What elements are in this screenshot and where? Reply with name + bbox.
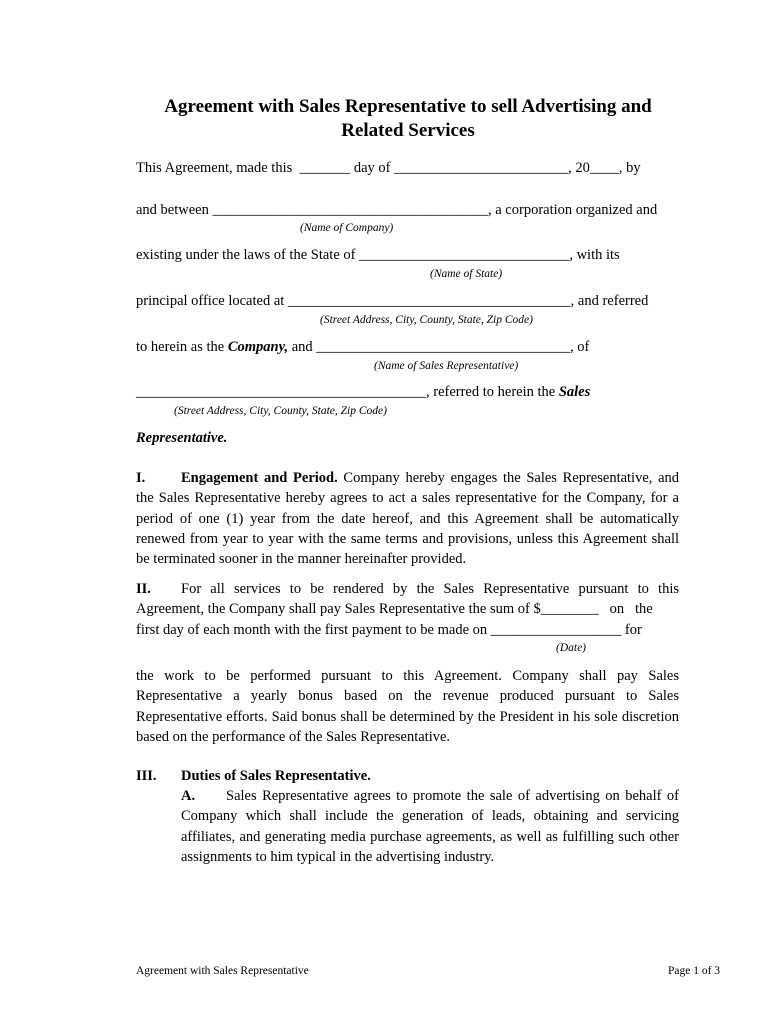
section-2-line-2: Agreement, the Company shall pay Sales Representative the sum of $________ on the [136, 601, 653, 617]
section-2-line-1-text: For all services to be rendered by the Sales Representative pursuant to this [181, 581, 679, 597]
section-3-number: III. [136, 768, 157, 784]
intro-line-6 [136, 383, 590, 401]
section-2-text: the work to be performed pursuant to this Agreement. Company shall pay Sales Representative a yearly bonus based on the revenue produced pursuant to Sales Representative efforts. Said bonus shall be determined by the President in his sole discretion based on the performance of the Sales Representative. [136, 668, 679, 745]
subsection-a-text: Sales Representative agrees to promote the sale of advertising on behalf of Company which shall include the generation of leads, obtaining and servicing affiliates, and generating media purchase agreements, as well as fulfilling such other assignments to him typical in the advertising industry. [181, 788, 679, 865]
section-3-heading: Duties of Sales Representative. [181, 768, 371, 784]
intro-line-1: This Agreement, made this _______ day of ________________________, 20____, by [136, 160, 641, 176]
sales-term: Sales [558, 384, 591, 400]
intro-line-3: existing under the laws of the State of _____________________________, with its [136, 247, 620, 263]
section-3-header [136, 767, 371, 785]
intro-line-5-post: and ___________________________________, of [288, 339, 590, 355]
title-line-1: Agreement with Sales Representative to sell Advertising and [164, 96, 652, 117]
section-2-number: II. [136, 581, 151, 597]
footer-page-number: Page 1 of 3 [668, 965, 721, 977]
intro-line-4: principal office located at _______________________________________, and referred [136, 293, 649, 309]
footer-title: Agreement with Sales Representative [136, 965, 309, 977]
subsection-a-label: A. [181, 788, 196, 804]
section-1-heading: Engagement and Period. [181, 470, 338, 486]
representative-term: Representative. [136, 430, 228, 446]
intro-line-5-pre: to herein as the [136, 339, 228, 355]
intro-line-5 [136, 338, 589, 356]
section-2-line-1 [136, 580, 679, 598]
caption-company-name: (Name of Company) [300, 222, 394, 234]
caption-date: (Date) [556, 642, 587, 654]
section-1-number: I. [136, 470, 146, 486]
section-2-line-3: first day of each month with the first payment to be made on __________________ for [136, 622, 642, 638]
caption-company-address: (Street Address, City, County, State, Zip Code) [320, 314, 533, 326]
section-3-subsection-a [181, 786, 679, 867]
intro-line-2: and between ______________________________________, a corporation organized and [136, 202, 658, 218]
caption-representative-name: (Name of Sales Representative) [374, 360, 519, 372]
caption-state-name: (Name of State) [430, 268, 503, 280]
section-1 [136, 468, 679, 569]
caption-representative-address: (Street Address, City, County, State, Zip Code) [174, 405, 387, 417]
section-1-text: Company hereby engages the Sales Representative, and the Sales Representative hereby agrees to act a sales representative for the Company, for a period of one (1) year from the date hereof, and this Agreement shall be automatically renewed from year to year with the same terms and provisions, unless this Agreement shall be terminated sooner in the manner hereinafter provided. [136, 470, 680, 568]
company-term: Company, [227, 339, 289, 355]
title-line-2: Related Services [341, 120, 475, 141]
document-title [130, 95, 686, 143]
intro-line-6-pre: ________________________________________, referred to herein the [136, 384, 559, 400]
